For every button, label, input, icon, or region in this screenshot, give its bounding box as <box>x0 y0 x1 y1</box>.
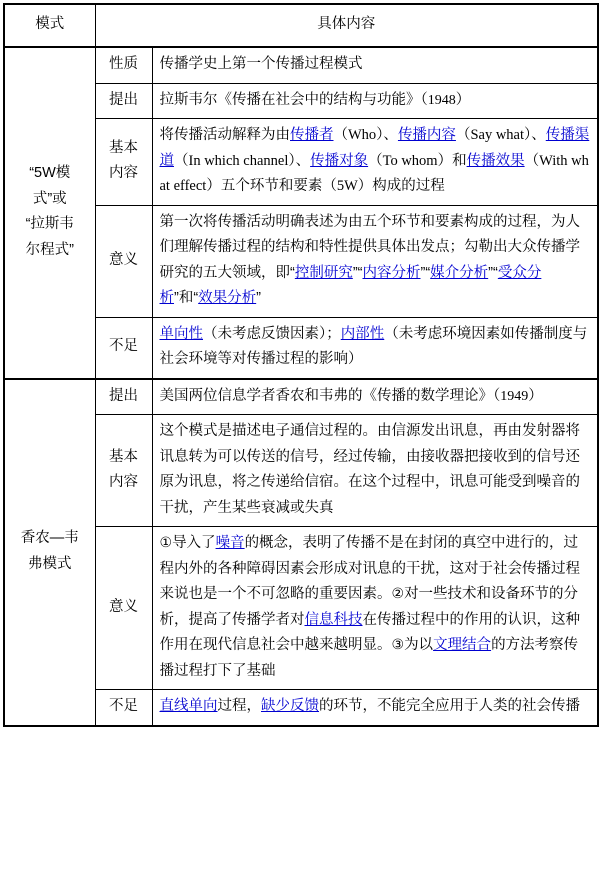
text-line: 不足 <box>109 698 138 714</box>
content-cell <box>152 415 598 527</box>
body-text: （ <box>368 152 383 169</box>
aspect-label-cell <box>95 379 152 415</box>
text-line: 意义 <box>109 251 138 268</box>
inline-link[interactable]: 传播效果 <box>466 152 525 169</box>
year-number: 1948 <box>427 92 456 108</box>
text-line: 尔程式” <box>25 241 74 258</box>
inline-link[interactable]: 传播对象 <box>310 152 369 169</box>
latin-text: To whom <box>382 152 438 169</box>
body-text: ） <box>455 91 471 108</box>
communication-models-table <box>3 3 599 727</box>
body-text: 传播学史上第一个传播过程模式 <box>159 56 363 72</box>
body-text: 过程， <box>217 698 261 714</box>
inline-link[interactable]: 媒介分析 <box>430 264 489 281</box>
content-cell <box>152 317 598 379</box>
text-line: 内容 <box>109 474 138 490</box>
inline-link[interactable]: 传播者 <box>290 127 334 143</box>
table-row <box>4 379 598 415</box>
body-text: 这个模式是描述电子通信过程的。由信源发出讯息，再由发射器将讯息转为可以传送的信号，经过传输，由接收器把接收到的信号还原为讯息，将之传递给信宿。在这个过程中，讯息可能受到噪音的干扰，产生某些衰减或失真 <box>159 423 580 516</box>
content-cell <box>152 119 598 206</box>
aspect-label-cell <box>95 690 152 726</box>
inline-link[interactable]: 内部性 <box>340 325 385 342</box>
latin-text: 5W <box>336 178 358 194</box>
text-line: 提出 <box>109 387 138 404</box>
content-cell <box>152 83 598 119</box>
text-line: 内容 <box>109 165 138 182</box>
body-text: 将传播活动解释为由 <box>159 127 290 143</box>
aspect-label-cell <box>95 317 152 379</box>
body-text: 拉斯韦尔《传播在社会中的结构与功能》（ <box>159 91 428 108</box>
text-line: “拉斯韦 <box>25 216 74 233</box>
aspect-label-cell <box>95 119 152 206</box>
text-line: 式”或 <box>32 190 67 207</box>
body-text: ” <box>256 290 262 306</box>
content-cell <box>152 379 598 415</box>
header-cell-content: 具体内容 <box>95 4 598 47</box>
content-cell <box>152 527 598 690</box>
body-text: ）、 <box>376 127 398 143</box>
body-text: （ <box>333 127 348 143</box>
body-text: ）、 <box>524 127 546 143</box>
body-text: ”“ <box>488 264 498 281</box>
text-line: 香农—韦 <box>20 530 79 546</box>
latin-text: Say what <box>470 127 524 143</box>
list-marker: ① <box>159 535 173 551</box>
body-text: 第一次将传播活动明确表述为由五个环节和要素构成的过程，为人们理解传播过程的结构和特性提供具体出发点；勾勒出大众传播学研究的五大领域，即“ <box>159 213 580 281</box>
body-text: ）五个环节和要素（ <box>206 178 337 194</box>
body-text: 的方法考察传播过程打下了基础 <box>159 637 579 679</box>
body-text: （ <box>524 152 540 169</box>
body-text: ）构成的过程 <box>357 178 445 194</box>
latin-text: In which channel <box>188 152 289 169</box>
inline-link[interactable]: 内容分析 <box>362 264 421 281</box>
text-line: 提出 <box>109 91 138 108</box>
header-cell-model: 模式 <box>4 4 95 47</box>
text-line: 基本 <box>109 448 138 465</box>
aspect-label-cell <box>95 47 152 83</box>
year-number: 1949 <box>500 388 529 404</box>
body-text: 对一些技术和设备环节的分析，提高了传播学者对 <box>159 586 579 628</box>
body-text: 在传播过程中的作用的认识，这种作用在现代信息社会中越来越明显。 <box>159 611 580 653</box>
aspect-label-cell <box>95 83 152 119</box>
body-text: 的概念，表明了传播不是在封闭的真空中进行的，过程内外的各种障碍因素会形成对讯息的干扰，这对于社会传播过程来说也是一个不可忽略的重要因素。 <box>159 535 580 602</box>
inline-link[interactable]: 缺少反馈 <box>261 698 319 714</box>
body-text: ”“ <box>352 264 363 281</box>
body-text: ） <box>528 387 543 404</box>
body-text: ”“ <box>420 264 431 281</box>
table-row <box>4 47 598 83</box>
body-text: 美国两位信息学者香农和韦弗的《传播的数学理论》（ <box>159 387 501 404</box>
table-header-row <box>4 4 598 47</box>
body-text: （ <box>455 127 471 143</box>
text-line: “5W模 <box>29 165 71 182</box>
inline-link[interactable]: 噪音 <box>215 535 245 551</box>
latin-text: With what effect <box>159 152 589 194</box>
list-marker: ③ <box>391 637 405 653</box>
content-cell <box>152 47 598 83</box>
inline-link[interactable]: 单向性 <box>159 325 203 342</box>
list-marker: ② <box>391 586 405 602</box>
inline-link[interactable]: 受众分析 <box>159 264 542 306</box>
body-text: 导入了 <box>172 535 216 551</box>
document-page <box>0 3 603 891</box>
model-name-cell-1 <box>4 47 95 379</box>
table-body <box>4 4 598 726</box>
inline-link[interactable]: 传播内容 <box>397 127 456 143</box>
aspect-label-cell <box>95 415 152 527</box>
inline-link[interactable]: 直线单向 <box>159 698 218 714</box>
body-text: ”和“ <box>174 290 199 306</box>
content-cell <box>152 205 598 317</box>
inline-link[interactable]: 文理结合 <box>433 637 492 653</box>
latin-text: Who <box>348 127 377 143</box>
inline-link[interactable]: 信息科技 <box>304 611 363 628</box>
body-text: 的环节，不能完全应用于人类的社会传播 <box>319 698 580 714</box>
aspect-label-cell <box>95 205 152 317</box>
body-text: ）、 <box>288 152 311 169</box>
aspect-label-cell <box>95 527 152 690</box>
body-text: （ <box>174 152 189 169</box>
text-line: 性质 <box>109 56 138 72</box>
text-line: 弗模式 <box>28 555 72 572</box>
body-text: 为以 <box>404 637 434 653</box>
text-line: 不足 <box>109 338 138 355</box>
text-line: 基本 <box>109 139 138 156</box>
body-text: （未考虑反馈因素）； <box>203 325 341 342</box>
body-text: ）和 <box>437 152 467 169</box>
inline-link[interactable]: 效果分析 <box>198 290 257 306</box>
inline-link[interactable]: 传播渠道 <box>159 127 590 169</box>
body-text: （未考虑环境因素如传播制度与社会环境等对传播过程的影响） <box>159 325 588 367</box>
model-name-cell-2 <box>4 379 95 726</box>
content-cell <box>152 690 598 726</box>
text-line: 意义 <box>109 598 138 615</box>
inline-link[interactable]: 控制研究 <box>294 264 353 281</box>
